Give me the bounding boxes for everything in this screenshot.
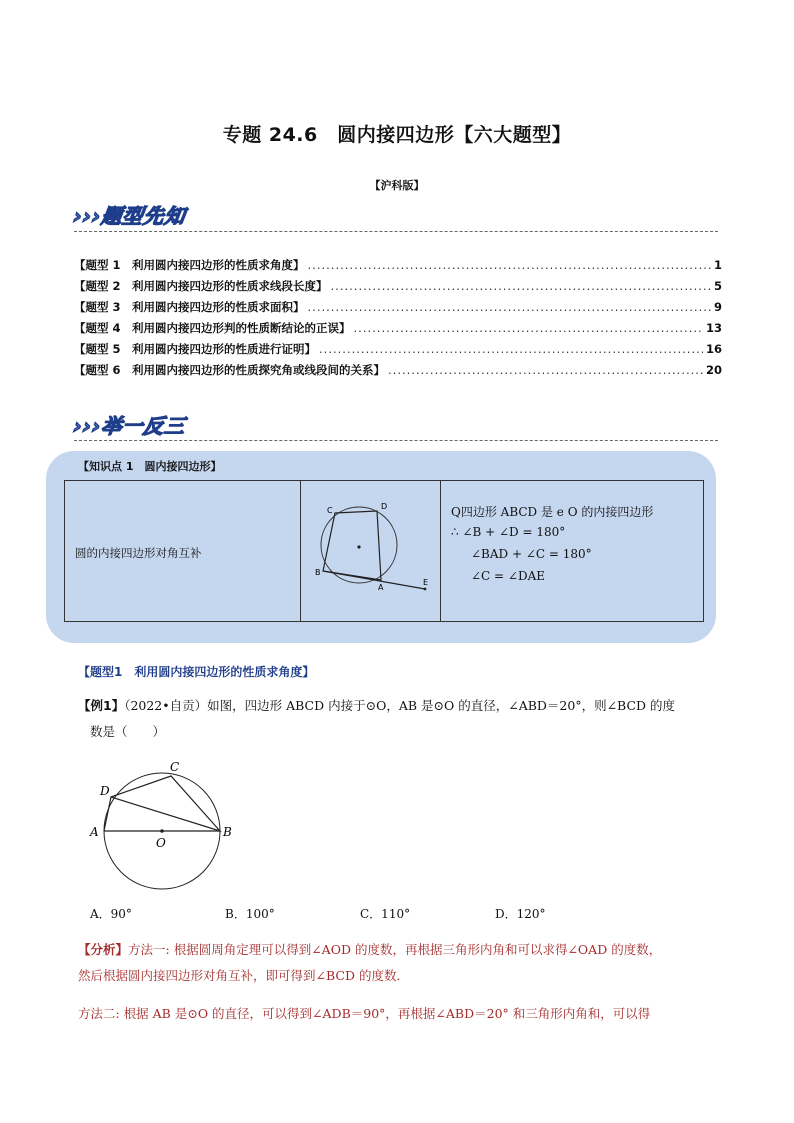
figure-label-b: B — [223, 825, 232, 839]
figure-label-d: D — [100, 784, 110, 798]
toc-item[interactable] — [74, 257, 722, 278]
figure-label-d: D — [381, 502, 388, 511]
knowledge-proof-cell — [441, 481, 703, 621]
toc-label: 【题型 3 利用圆内接四边形的性质求面积】 — [74, 300, 305, 314]
cyclic-quadrilateral-figure — [301, 481, 439, 621]
knowledge-title: 【知识点 1 圆内接四边形】 — [78, 460, 222, 473]
toc-page: 20 — [705, 363, 722, 377]
toc-page: 16 — [705, 342, 722, 356]
knowledge-property-cell — [65, 481, 301, 621]
example-text: 如图，四边形 ABCD 内接于⊙O，AB 是⊙O 的直径，∠ABD＝20°，则∠BCD 的度 — [207, 698, 676, 713]
example-tag: 【例1】 — [78, 698, 125, 713]
example-question — [78, 692, 724, 720]
figure-label-c: C — [327, 506, 333, 515]
banner-overview-text: ›››题型先知 — [72, 204, 188, 228]
analysis-line-1 — [78, 936, 724, 964]
section-heading: 【题型1 利用圆内接四边形的性质求角度】 — [78, 665, 315, 679]
option-b[interactable]: B．100° — [225, 907, 275, 921]
proof-line: ∠C = ∠DAE — [471, 569, 546, 583]
divider — [74, 440, 718, 441]
figure-label-a: A — [378, 583, 384, 592]
toc-page: 13 — [705, 321, 722, 335]
example-source: （2022•自贡） — [124, 698, 208, 713]
answer-options — [90, 905, 690, 922]
knowledge-table — [64, 480, 704, 622]
toc-label: 【题型 4 利用圆内接四边形判的性质断结论的正误】 — [74, 321, 351, 335]
toc-item[interactable] — [74, 299, 722, 320]
toc-label: 【题型 1 利用圆内接四边形的性质求角度】 — [74, 258, 305, 272]
knowledge-figure-cell — [301, 481, 441, 621]
toc-page: 5 — [713, 279, 722, 293]
banner-practice-text: ›››举一反三 — [72, 414, 188, 438]
toc-label: 【题型 6 利用圆内接四边形的性质探究角或线段间的关系】 — [74, 363, 386, 377]
knowledge-property: 圆的内接四边形对角互补 — [75, 546, 202, 560]
figure-label-a: A — [90, 825, 99, 839]
toc-item[interactable] — [74, 320, 722, 341]
page-title: 专题 24.6 圆内接四边形【六大题型】 — [222, 124, 572, 146]
figure-label-e: E — [423, 578, 429, 587]
proof-line: ∴ ∠B + ∠D = 180° — [451, 525, 566, 539]
example-question-cont: 数是（ ） — [90, 724, 166, 739]
figure-label-o: O — [156, 836, 166, 850]
toc-label: 【题型 5 利用圆内接四边形的性质进行证明】 — [74, 342, 317, 356]
toc-page: 9 — [713, 300, 722, 314]
toc-page: 1 — [713, 258, 722, 272]
edition-label: 【沪科版】 — [369, 179, 425, 192]
toc-item[interactable] — [74, 278, 722, 299]
toc-item[interactable] — [74, 362, 722, 383]
proof-line: Q四边形 ABCD 是 e O 的内接四边形 — [451, 505, 654, 519]
knowledge-box — [46, 451, 716, 643]
analysis-text: 方法一: 根据圆周角定理可以得到∠AOD 的度数，再根据三角形内角和可以求得∠OAD 的度数， — [128, 942, 662, 957]
banner-overview — [74, 200, 234, 230]
divider — [74, 231, 718, 232]
option-d[interactable]: D．120° — [495, 907, 546, 921]
option-a[interactable]: A．90° — [90, 907, 132, 921]
analysis-line-2: 然后根据圆内接四边形对角互补，即可得到∠BCD 的度数． — [78, 968, 409, 983]
proof-line: ∠BAD + ∠C = 180° — [471, 547, 592, 561]
analysis-line-3: 方法二: 根据 AB 是⊙O 的直径，可以得到∠ADB＝90°，再根据∠ABD＝20° 和三角形内角和，可以得 — [78, 1006, 651, 1021]
toc-item[interactable] — [74, 341, 722, 362]
example-figure — [86, 755, 246, 895]
option-c[interactable]: C．110° — [360, 907, 411, 921]
table-of-contents — [74, 257, 722, 383]
toc-label: 【题型 2 利用圆内接四边形的性质求线段长度】 — [74, 279, 328, 293]
figure-label-c: C — [170, 760, 180, 774]
banner-practice — [74, 410, 234, 440]
figure-label-b: B — [315, 568, 321, 577]
analysis-tag: 【分析】 — [78, 942, 129, 957]
